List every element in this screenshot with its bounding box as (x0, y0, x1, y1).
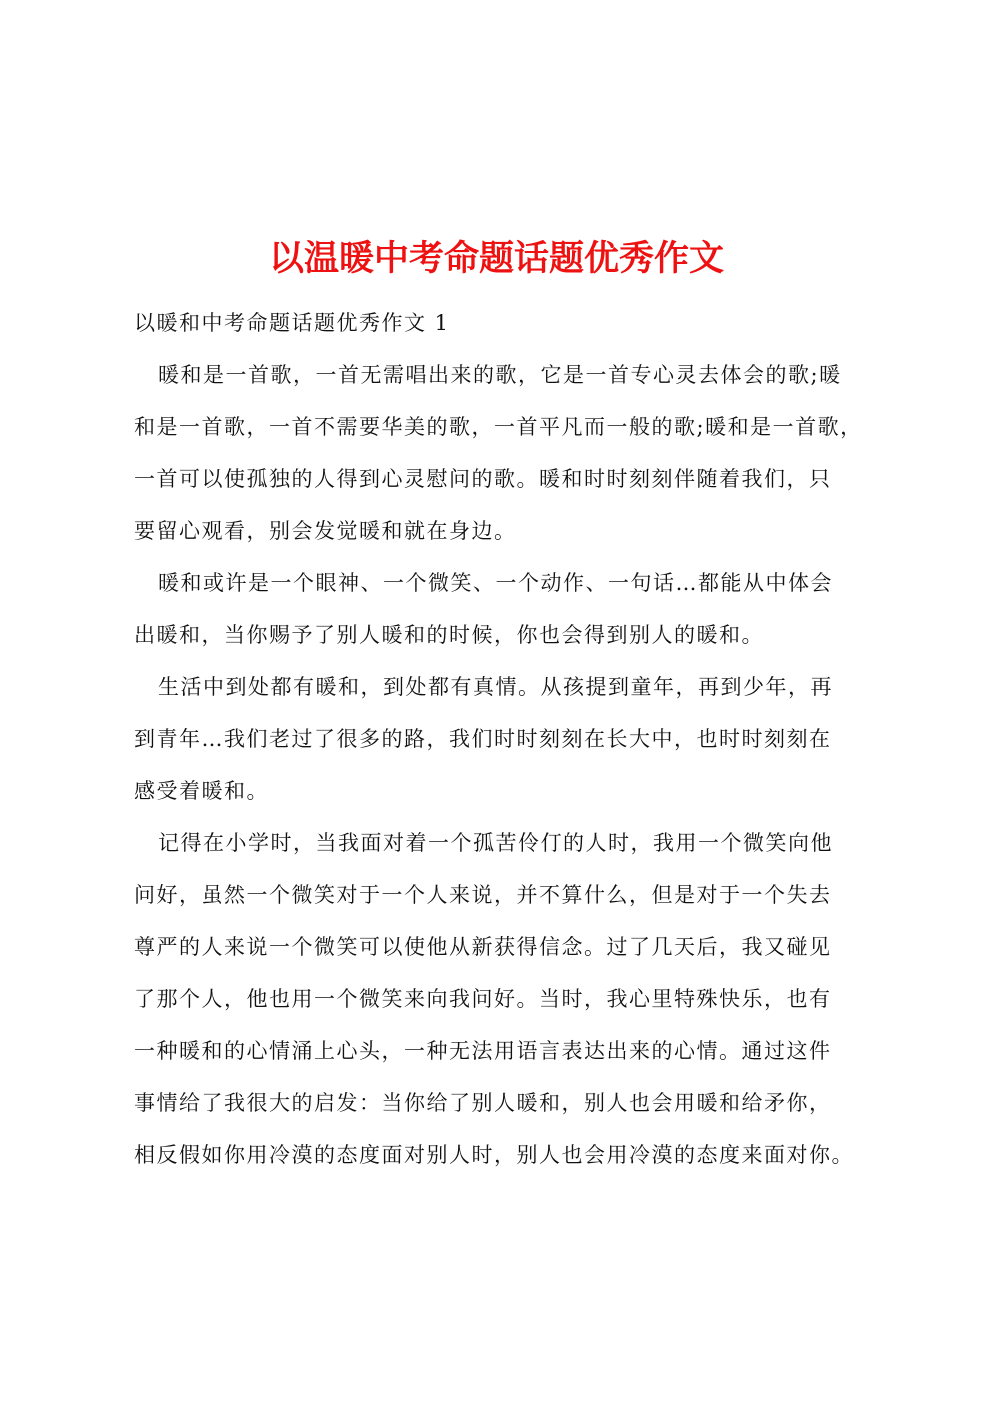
paragraph-line: 一种暖和的心情涌上心头，一种无法用语言表达出来的心情。通过这件 (134, 1039, 832, 1063)
paragraph-line: 相反假如你用冷漠的态度面对别人时，别人也会用冷漠的态度来面对你。 (134, 1143, 854, 1167)
paragraph-line: 和是一首歌，一首不需要华美的歌，一首平凡而一般的歌;暖和是一首歌， (134, 415, 863, 439)
paragraph-line: 记得在小学时，当我面对着一个孤苦伶仃的人时，我用一个微笑向他 (158, 831, 833, 855)
paragraph-1 (134, 349, 879, 557)
paragraph-line: 一首可以使孤独的人得到心灵慰问的歌。暖和时时刻刻伴随着我们，只 (134, 467, 832, 491)
document-body (134, 297, 879, 1181)
essay-subtitle: 以暖和中考命题话题优秀作文 1 (134, 311, 450, 335)
paragraph-line: 出暖和，当你赐予了别人暖和的时候，你也会得到别人的暖和。 (134, 623, 764, 647)
paragraph-line: 暖和或许是一个眼神、一个微笑、一个动作、一句话…都能从中体会 (158, 571, 833, 595)
paragraph-line: 要留心观看，别会发觉暖和就在身边。 (134, 519, 517, 543)
paragraph-4 (134, 817, 879, 1181)
paragraph-line: 暖和是一首歌，一首无需唱出来的歌，它是一首专心灵去体会的歌;暖 (158, 363, 842, 387)
paragraph-line: 生活中到处都有暖和，到处都有真情。从孩提到童年，再到少年，再 (158, 675, 833, 699)
paragraph-line: 感受着暖和。 (134, 779, 269, 803)
paragraph-line: 了那个人，他也用一个微笑来向我问好。当时，我心里特殊快乐，也有 (134, 987, 832, 1011)
paragraph-3 (134, 661, 879, 817)
paragraph-2 (134, 557, 879, 661)
paragraph-line: 事情给了我很大的启发：当你给了别人暖和，别人也会用暖和给矛你， (134, 1091, 832, 1115)
paragraph-line: 问好，虽然一个微笑对于一个人来说，并不算什么，但是对于一个失去 (134, 883, 832, 907)
document-title: 以温暖中考命题话题优秀作文 (268, 238, 724, 280)
paragraph-line: 尊严的人来说一个微笑可以使他从新获得信念。过了几天后，我又碰见 (134, 935, 832, 959)
paragraph-line: 到青年…我们老过了很多的路，我们时时刻刻在长大中，也时时刻刻在 (134, 727, 832, 751)
